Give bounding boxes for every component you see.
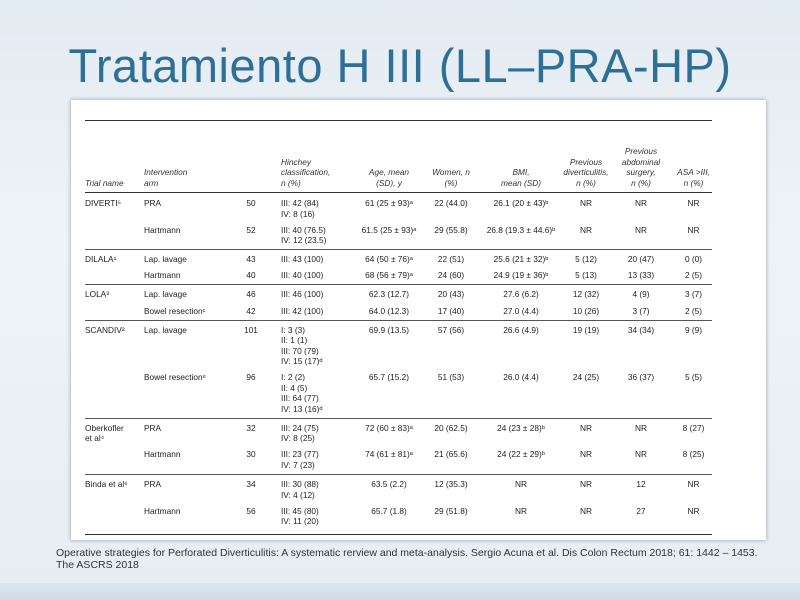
trial-name: et al⁴ [85,433,105,444]
header-prev-surg: abdominal [621,156,661,167]
prev-div-value: 24 (25) [572,372,600,383]
age-value: 64 (50 ± 76)ᵃ [365,254,413,265]
age-value: 65.7 (1.8) [371,505,407,516]
prev-surg-value: 36 (37) [627,372,655,383]
header-prev-surg: n (%) [631,177,651,188]
bmi-value: 26.6 (4.9) [503,324,539,335]
slide-title: Tratamiento H III (LL–PRA-HP) [68,39,732,92]
prev-surg-value: 13 (33) [627,270,655,281]
asa-value: NR [687,198,700,208]
bmi-value: NR [515,479,527,489]
prev-surg-value: NR [635,449,647,460]
hinchey-value: IV: 15 (17)ᵈ [281,356,323,367]
bmi-value: 27.6 (6.2) [503,289,539,300]
prev-surg-value: 34 (34) [627,324,655,335]
women-value: 24 (60) [437,270,465,281]
intervention-arm: Lap. lavage [144,254,187,265]
prev-surg-value: NR [635,224,647,235]
women-value: 12 (35.3) [434,479,468,489]
prev-div-value: 10 (26) [572,305,600,316]
hinchey-value: III: 64 (77) [281,393,319,404]
age-value: 61 (25 ± 93)ᵃ [365,198,413,208]
table-bottom-rule [85,534,712,535]
prev-div-value: NR [580,224,592,235]
prev-div-value: 12 (32) [572,289,600,300]
prev-div-value: 5 (13) [575,270,597,281]
age-value: 64.0 (12.3) [368,305,410,316]
hinchey-value: III: 23 (77) [281,449,319,460]
header-hinchey: n (%) [281,177,301,188]
intervention-arm: Bowel resectionᶜ [144,305,206,316]
header-prev-surg: surgery, [626,167,656,177]
hinchey-value: III: 43 (100) [281,254,324,265]
intervention-arm: PRA [144,198,162,208]
asa-value: 8 (27) [682,422,705,433]
header-age: Age, mean [368,167,410,177]
hinchey-value: III: 46 (100) [281,289,324,300]
group-divider [85,320,712,321]
header-trial: Trial name [85,177,124,188]
asa-value: 5 (5) [684,372,703,383]
prev-surg-value: 4 (9) [632,289,650,300]
hinchey-value: III: 24 (75) [281,422,319,433]
asa-value: 2 (5) [684,270,703,281]
prev-div-value: 19 (19) [572,324,600,335]
participants-count: 43 [246,254,256,265]
asa-value: NR [687,505,700,516]
women-value: 22 (44.0) [434,198,468,208]
header-prev-div: Previous [569,156,603,167]
bmi-value: 24.9 (19 ± 36)ᵇ [493,270,549,281]
participants-count: 96 [246,372,256,383]
intervention-arm: PRA [144,479,162,489]
intervention-arm: Lap. lavage [144,289,187,300]
group-divider [85,474,712,475]
bmi-value: 26.0 (4.4) [503,372,539,383]
prev-surg-value: 3 (7) [632,305,650,316]
table-top-rule [85,120,712,121]
bottom-bar [0,583,800,600]
trial-name: LOLA³ [85,289,109,300]
trial-name: Binda et al⁶ [85,479,128,489]
hinchey-value: III: 40 (100) [281,270,324,281]
hinchey-value: IV: 7 (23) [281,459,315,470]
intervention-arm: Bowel resectionᵉ [144,372,206,383]
prev-div-value: 5 (12) [575,254,597,265]
data-table [71,100,766,540]
hinchey-value: IV: 11 (20) [281,516,319,527]
header-prev-div: n (%) [576,177,596,188]
prev-div-value: NR [580,505,592,516]
age-value: 65.7 (15.2) [368,372,410,383]
prev-div-value: NR [580,449,592,460]
asa-value: NR [687,224,700,235]
prev-surg-value: NR [635,422,647,433]
trial-name: DILALA¹ [85,254,117,265]
asa-value: 3 (7) [684,289,703,300]
intervention-arm: Hartmann [144,505,181,516]
group-divider [85,418,712,419]
bmi-value: 25.6 (21 ± 32)ᵇ [493,254,549,265]
hinchey-value: III: 40 (76.5) [281,224,326,235]
bmi-value: 26.8 (19.3 ± 44.6)ᵇ [486,224,556,235]
header-age: (SD), y [376,177,402,188]
participants-count: 30 [246,449,256,460]
header-bmi: mean (SD) [500,177,542,188]
age-value: 74 (61 ± 81)ᵃ [365,449,413,460]
prev-surg-value: 20 (47) [627,254,655,265]
hinchey-value: IV: 12 (23.5) [281,235,327,246]
header-arm: arm [144,177,159,188]
asa-value: NR [687,479,700,489]
women-value: 29 (51.8) [434,505,468,516]
header-women: (%) [444,177,458,188]
participants-count: 56 [246,505,256,516]
participants-count: 42 [246,305,256,316]
women-value: 22 (51) [437,254,465,265]
intervention-arm: Hartmann [144,449,181,460]
table-header-rule [85,192,712,193]
age-value: 72 (60 ± 83)ᵃ [365,422,413,433]
prev-surg-value: 12 [636,479,646,489]
hinchey-value: I: 3 (3) [281,324,305,335]
age-value: 63.5 (2.2) [371,479,407,489]
header-women: Women, n [432,167,470,177]
women-value: 57 (56) [437,324,465,335]
women-value: 29 (55.8) [434,224,468,235]
women-value: 20 (43) [437,289,465,300]
age-value: 61.5 (25 ± 93)ᵃ [361,224,417,235]
hinchey-value: II: 4 (5) [281,382,308,393]
bmi-value: 26.1 (20 ± 43)ᵇ [493,198,549,208]
trial-name: DIVERTI⁵ [85,198,122,208]
women-value: 20 (62.5) [434,422,468,433]
source-text: The ASCRS 2018 [56,559,139,571]
participants-count: 52 [246,224,256,235]
header-asa: n (%) [683,177,704,188]
prev-div-value: NR [580,198,592,208]
intervention-arm: Hartmann [144,270,181,281]
participants-count: 101 [244,324,258,335]
header-prev-div: diverticulitis, [563,167,609,177]
participants-count: 34 [246,479,256,489]
group-divider [85,284,712,285]
hinchey-value: III: 42 (84) [281,198,319,208]
prev-div-value: NR [580,479,592,489]
hinchey-value: III: 30 (88) [281,479,319,489]
age-value: 62.3 (12.7) [368,289,410,300]
women-value: 51 (53) [437,372,465,383]
participants-count: 32 [246,422,256,433]
header-hinchey: classification, [281,167,331,177]
footer [56,547,776,571]
hinchey-value: III: 70 (79) [281,345,319,356]
bmi-value: NR [515,505,527,516]
asa-value: 2 (5) [684,305,703,316]
header-arm: Intervention [144,167,188,177]
prev-surg-value: 27 [636,505,646,516]
hinchey-value: IV: 4 (12) [281,489,315,500]
asa-value: 9 (9) [684,324,703,335]
prev-div-value: NR [580,422,592,433]
hinchey-value: IV: 8 (25) [281,433,315,444]
participants-count: 40 [246,270,256,281]
header-bmi: BMI, [512,167,530,177]
age-value: 69.9 (13.5) [368,324,410,335]
hinchey-value: III: 45 (80) [281,505,319,516]
women-value: 21 (65.6) [434,449,468,460]
hinchey-value: IV: 8 (16) [281,208,315,219]
prev-surg-value: NR [635,198,647,208]
citation-text: Operative strategies for Perforated Diverticulitis: A systematic rerview and meta-analysis. Sergio Acuna et al. Dis Colon Rectum 2018; 61: 1442 – 1453. [56,547,758,559]
hinchey-value: IV: 13 (16)ᵈ [281,403,323,414]
trial-name: SCANDIV² [85,324,125,335]
asa-value: 8 (25) [682,449,705,460]
header-asa: ASA >III, [677,167,710,177]
age-value: 68 (56 ± 79)ᵃ [365,270,413,281]
participants-count: 50 [246,198,256,208]
bmi-value: 27.0 (4.4) [503,305,539,316]
intervention-arm: Hartmann [144,224,181,235]
hinchey-value: I: 2 (2) [281,372,305,383]
participants-count: 46 [246,289,256,300]
bmi-value: 24 (23 ± 28)ᵇ [497,422,545,433]
intervention-arm: Lap. lavage [144,324,187,335]
header-hinchey: Hinchey [281,156,311,167]
asa-value: 0 (0) [684,254,703,265]
bmi-value: 24 (22 ± 29)ᵇ [497,449,545,460]
hinchey-value: II: 1 (1) [281,335,308,346]
trial-name: Oberkofler [85,422,124,433]
header-prev-surg: Previous [624,146,658,156]
group-divider [85,249,712,250]
hinchey-value: III: 42 (100) [281,305,324,316]
intervention-arm: PRA [144,422,162,433]
women-value: 17 (40) [437,305,465,316]
table-card [71,100,766,540]
